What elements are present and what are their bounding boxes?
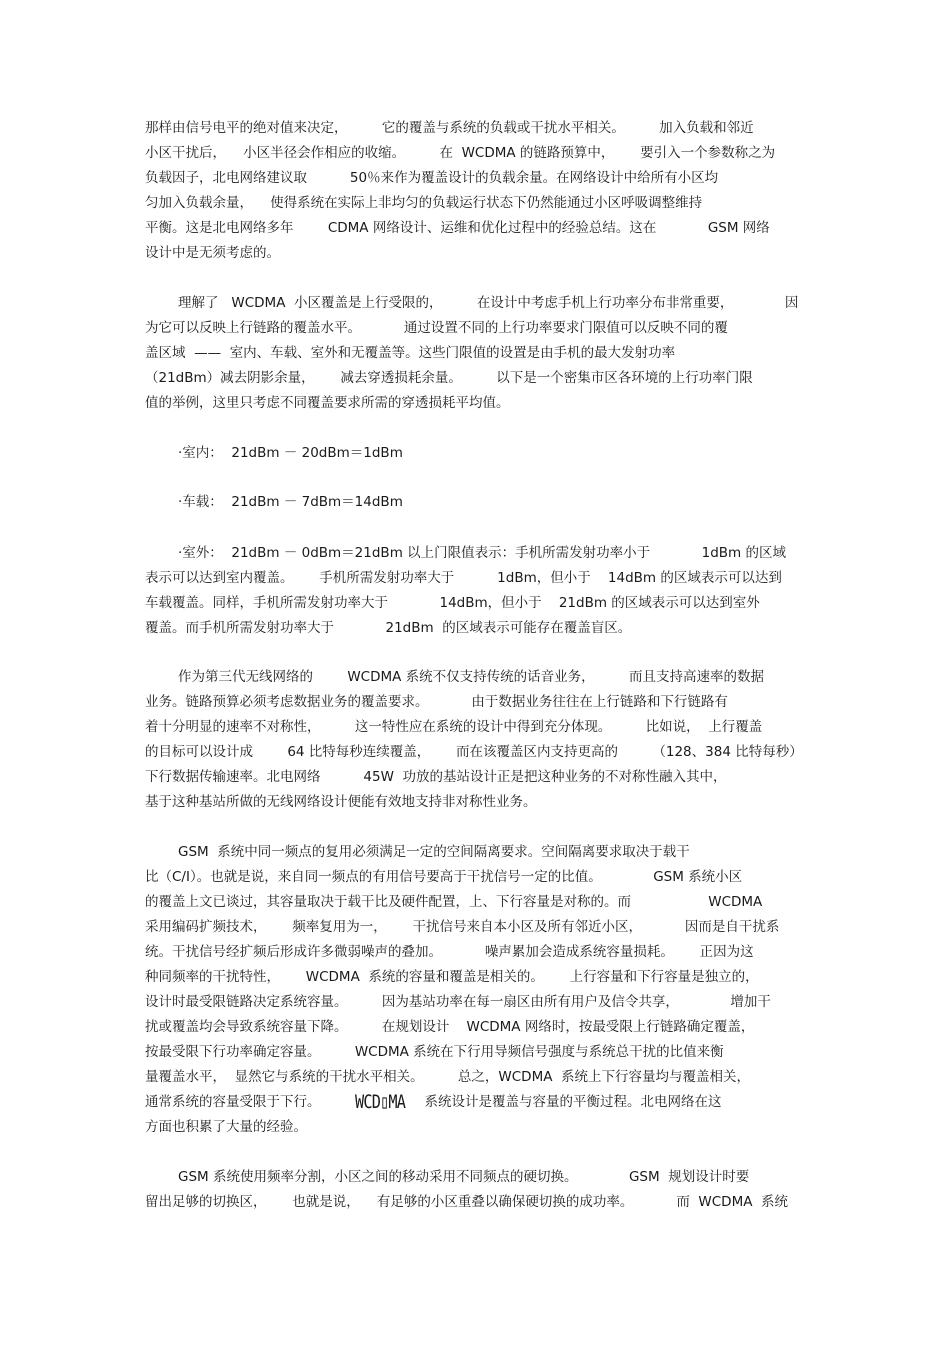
text-line: 那样由信号电平的绝对值来决定， 它的覆盖与系统的负载或干扰水平相关。 加入负载和邻近 (145, 120, 754, 136)
text-line: （21dBm）减去阴影余量， 减去穿透损耗余量。 以下是一个密集市区各环境的上行功率门限 (145, 370, 753, 386)
text-line: 为它可以反映上行链路的覆盖水平。 通过设置不同的上行功率要求门限值可以反映不同的覆 (145, 320, 728, 336)
text-line: 表示可以达到室内覆盖。 手机所需发射功率大于 1dBm，但小于 14dBm 的区域表示可以达到 (145, 570, 782, 586)
bullet-outdoor: ·室外： 21dBm － 0dBm＝21dBm 以上门限值表示：手机所需发射功率小于 1dBm 的区域 (178, 545, 786, 561)
text-line: 按最受限下行功率确定容量。 WCDMA 系统在下行用导频信号强度与系统总干扰的比值来衡 (145, 1044, 724, 1060)
text-line: 覆盖。而手机所需发射功率大于 21dBm 的区域表示可能存在覆盖盲区。 (145, 620, 632, 636)
text-line: 下行数据传输速率。北电网络 45W 功放的基站设计正是把这种业务的不对称性融入其中， (145, 769, 727, 785)
text-line: 的覆盖上文已谈过，其容量取决于载干比及硬件配置，上、下行容量是对称的。而 WCDMA (145, 894, 763, 910)
text-line: GSM 系统中同一频点的复用必须满足一定的空间隔离要求。空间隔离要求取决于载干 (178, 844, 690, 860)
text-line: 盖区域 —— 室内、车载、室外和无覆盖等。这些门限值的设置是由手机的最大发射功率 (145, 345, 676, 361)
text-segment: 系统设计是覆盖与容量的平衡过程。北电网络在这 (424, 1094, 722, 1110)
text-line: 统。干扰信号经扩频后形成许多微弱噪声的叠加。 噪声累加会造成系统容量损耗。 正因为这 (145, 944, 754, 960)
text-line: 基于这种基站所做的无线网络设计便能有效地支持非对称性业务。 (145, 794, 537, 810)
text-line: 业务。链路预算必须考虑数据业务的覆盖要求。 由于数据业务往往在上行链路和下行链路有 (145, 694, 728, 710)
text-line: 负载因子，北电网络建议取 50％来作为覆盖设计的负载余量。在网络设计中给所有小区均 (145, 170, 719, 186)
text-line: 采用编码扩频技术， 频率复用为一， 干扰信号来自本小区及所有邻近小区， 因而是自干扰系 (145, 919, 780, 935)
text-line: 着十分明显的速率不对称性， 这一特性应在系统的设计中得到充分体现。 比如说， 上行覆盖 (145, 719, 763, 735)
text-line: 设计时最受限链路决定系统容量。 因为基站功率在每一扇区由所有用户及信令共享， 增加干 (145, 994, 771, 1010)
text-line: 平衡。这是北电网络多年 CDMA 网络设计、运维和优化过程中的经验总结。这在 GSM 网络 (145, 220, 770, 236)
text-line: 值的举例，这里只考虑不同覆盖要求所需的穿透损耗平均值。 (145, 395, 510, 411)
text-line: 方面也积累了大量的经验。 (145, 1119, 307, 1135)
text-line: 种同频率的干扰特性， WCDMA 系统的容量和覆盖是相关的。 上行容量和下行容量是独立的， (145, 969, 759, 985)
text-line: 作为第三代无线网络的 WCDMA 系统不仅支持传统的话音业务， 而且支持高速率的数据 (178, 669, 765, 685)
text-line (145, 1093, 722, 1111)
text-line: GSM 系统使用频率分割，小区之间的移动采用不同频点的硬切换。 GSM 规划设计时要 (178, 1169, 750, 1185)
text-segment: 通常系统的容量受限于下行。 (145, 1094, 321, 1110)
bullet-indoor: ·室内： 21dBm － 20dBm＝1dBm (178, 445, 403, 461)
text-line: 车载覆盖。同样，手机所需发射功率大于 14dBm，但小于 21dBm 的区域表示可以达到室外 (145, 595, 760, 611)
text-line: 留出足够的切换区， 也就是说， 有足够的小区重叠以确保硬切换的成功率。 而 WCDMA 系统 (145, 1194, 789, 1210)
garbled-wcdma-mark: WCD▯MA (354, 1091, 405, 1113)
text-line: 理解了 WCDMA 小区覆盖是上行受限的， 在设计中考虑手机上行功率分布非常重要， 因 (178, 295, 799, 311)
text-line: 匀加入负载余量， 使得系统在实际上非均匀的负载运行状态下仍然能通过小区呼吸调整维持 (145, 195, 703, 211)
bullet-vehicle: ·车载： 21dBm － 7dBm＝14dBm (178, 494, 403, 510)
text-line: 的目标可以设计成 64 比特每秒连续覆盖， 而在该覆盖区内支持更高的 （128、384 比特每秒） (145, 744, 803, 760)
text-line: 小区干扰后， 小区半径会作相应的收缩。 在 WCDMA 的链路预算中， 要引入一个参数称之为 (145, 145, 776, 161)
text-line: 量覆盖水平， 显然它与系统的干扰水平相关。 总之，WCDMA 系统上下行容量均与覆盖相关， (145, 1069, 751, 1085)
text-line: 设计中是无须考虑的。 (145, 245, 280, 261)
text-line: 扰或覆盖均会导致系统容量下降。 在规划设计 WCDMA 网络时，按最受限上行链路确定覆盖， (145, 1019, 755, 1035)
text-line: 比（C/I）。也就是说，来自同一频点的有用信号要高于干扰信号一定的比值。 GSM 系统小区 (145, 869, 743, 885)
